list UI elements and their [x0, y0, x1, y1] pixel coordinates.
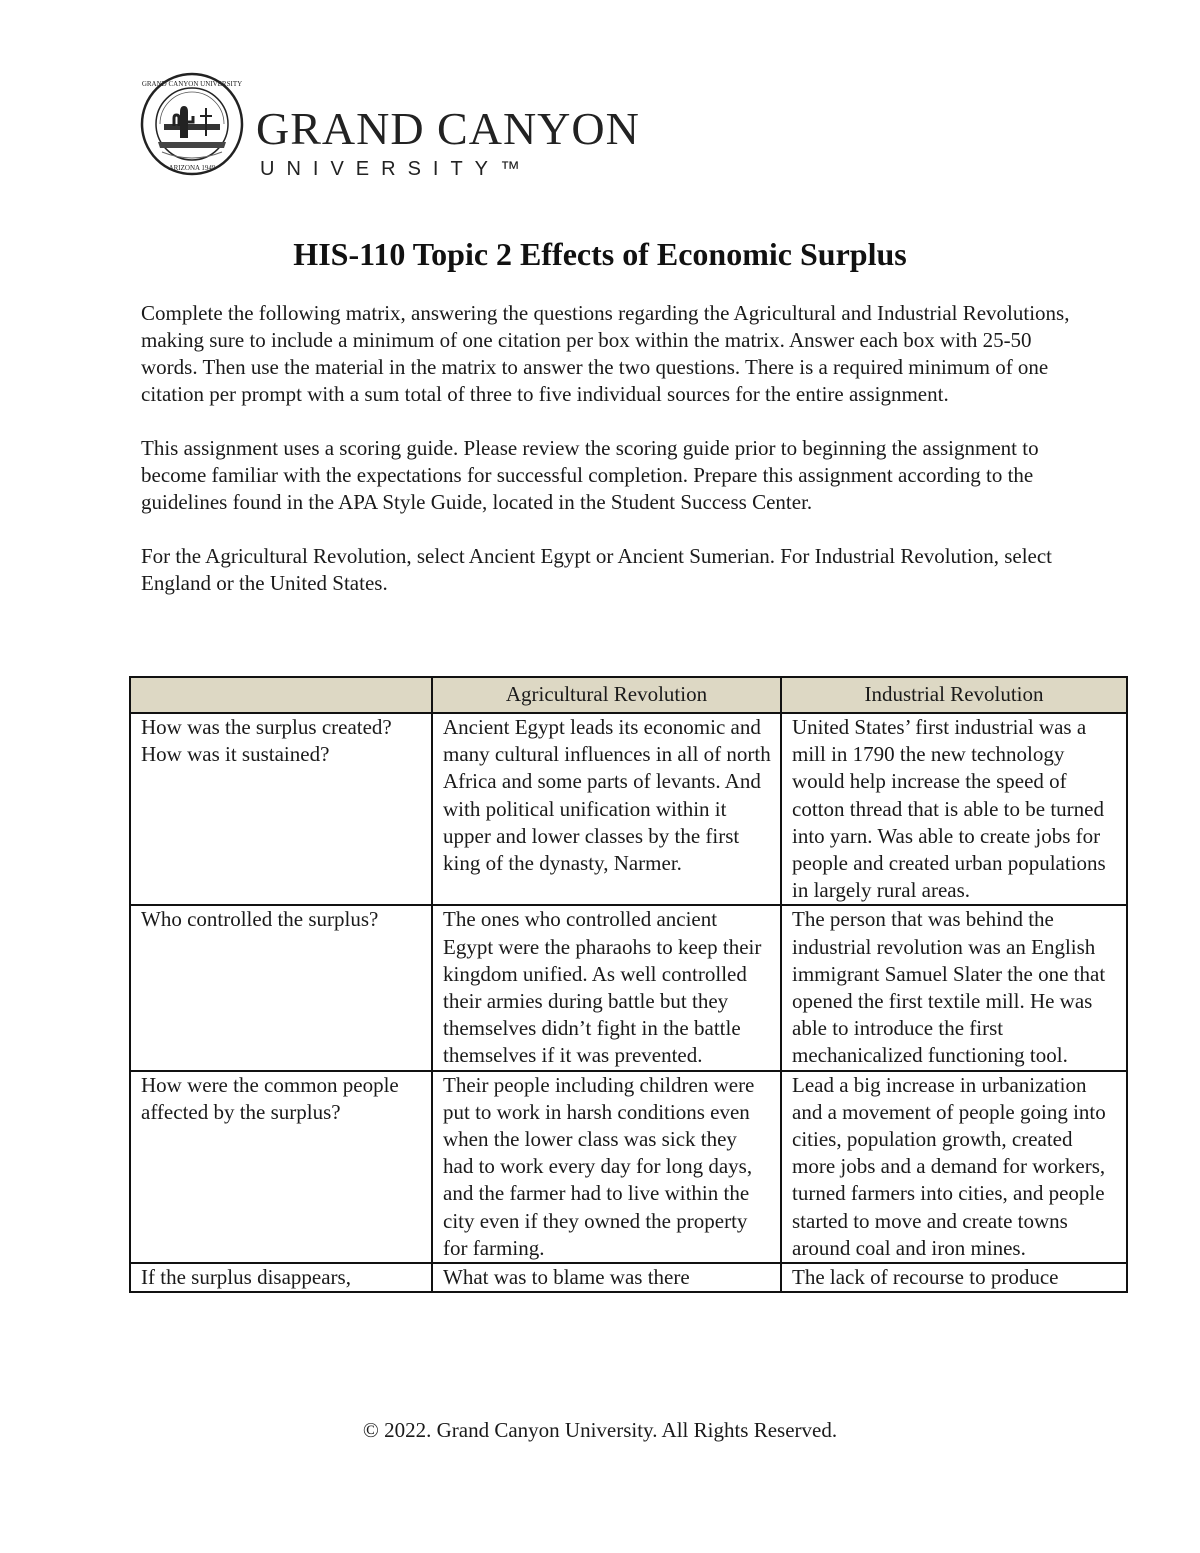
- industrial-answer-cell: The person that was behind the industrial revolution was an English immigrant Samuel Slater the one that opened the first textile mill. He was able to introduce the first mechanicalized functioning tool.: [781, 905, 1127, 1070]
- agricultural-answer-cell: What was to blame was there: [432, 1263, 781, 1292]
- svg-text:ARIZONA 1949: ARIZONA 1949: [168, 164, 216, 172]
- question-cell: How were the common people affected by the surplus?: [130, 1071, 432, 1263]
- instructions-paragraph: This assignment uses a scoring guide. Please review the scoring guide prior to beginning the assignment to become familiar with the expectations for successful completion. Prepare this assignment according to the guidelines found in the APA Style Guide, located in the Student Success Center.: [141, 436, 1039, 514]
- agricultural-answer-cell: Their people including children were put to work in harsh conditions even when the lower class was sick they had to work every day for long days, and the farmer had to live within the city even if they owned the property for farming.: [432, 1071, 781, 1263]
- header-agricultural-revolution: Agricultural Revolution: [432, 677, 781, 713]
- agricultural-answer-cell: Ancient Egypt leads its economic and many cultural influences in all of north Africa and some parts of levants. And with political unification within it upper and lower classes by the first king of the dynasty, Narmer.: [432, 713, 781, 905]
- university-wordmark: [256, 103, 640, 181]
- table-header-row: [130, 677, 1127, 713]
- instructions: [141, 300, 1071, 624]
- copyright-footer: © 2022. Grand Canyon University. All Rights Reserved.: [362, 1418, 838, 1442]
- question-cell: Who controlled the surplus?: [130, 905, 432, 1070]
- table-row: [130, 1263, 1127, 1292]
- university-logo: [140, 72, 640, 180]
- instructions-paragraph: Complete the following matrix, answering the questions regarding the Agricultural and Industrial Revolutions, making sure to include a minimum of one citation per box within the matrix. Answer each box with 25-50 words. Then use the material in the matrix to answer the two questions. There is a required minimum of one citation per prompt with a sum total of three to five individual sources for the entire assignment.: [141, 301, 1070, 406]
- question-cell: If the surplus disappears,: [130, 1263, 432, 1292]
- instructions-paragraph: For the Agricultural Revolution, select Ancient Egypt or Ancient Sumerian. For Industrial Revolution, select England or the United States.: [141, 544, 1052, 595]
- industrial-answer-cell: United States’ first industrial was a mill in 1790 the new technology would help increase the speed of cotton thread that is able to be turned into yarn. Was able to create jobs for people and created urban populations in largely rural areas.: [781, 713, 1127, 905]
- svg-text:GRAND CANYON UNIVERSITY: GRAND CANYON UNIVERSITY: [141, 80, 243, 88]
- revolution-matrix-table: [129, 676, 1128, 1293]
- header-industrial-revolution: Industrial Revolution: [781, 677, 1127, 713]
- university-seal-icon: [140, 72, 244, 176]
- industrial-answer-cell: The lack of recourse to produce: [781, 1263, 1127, 1292]
- question-cell: How was the surplus created? How was it sustained?: [130, 713, 432, 905]
- industrial-answer-cell: Lead a big increase in urbanization and a movement of people going into cities, population growth, created more jobs and a demand for workers, turned farmers into cities, and people started to move and create towns around coal and iron mines.: [781, 1071, 1127, 1263]
- agricultural-answer-cell: The ones who controlled ancient Egypt were the pharaohs to keep their kingdom unified. As well controlled their armies during battle but they themselves didn’t fight in the battle themselves if it was prevented.: [432, 905, 781, 1070]
- wordmark-grand-canyon: GRAND CANYON: [256, 103, 640, 154]
- table-row: [130, 713, 1127, 905]
- table-row: [130, 1071, 1127, 1263]
- document-title: HIS-110 Topic 2 Effects of Economic Surplus: [293, 236, 907, 272]
- table-row: [130, 905, 1127, 1070]
- header-blank-cell: [130, 677, 432, 713]
- wordmark-university: UNIVERSITY™: [260, 158, 533, 180]
